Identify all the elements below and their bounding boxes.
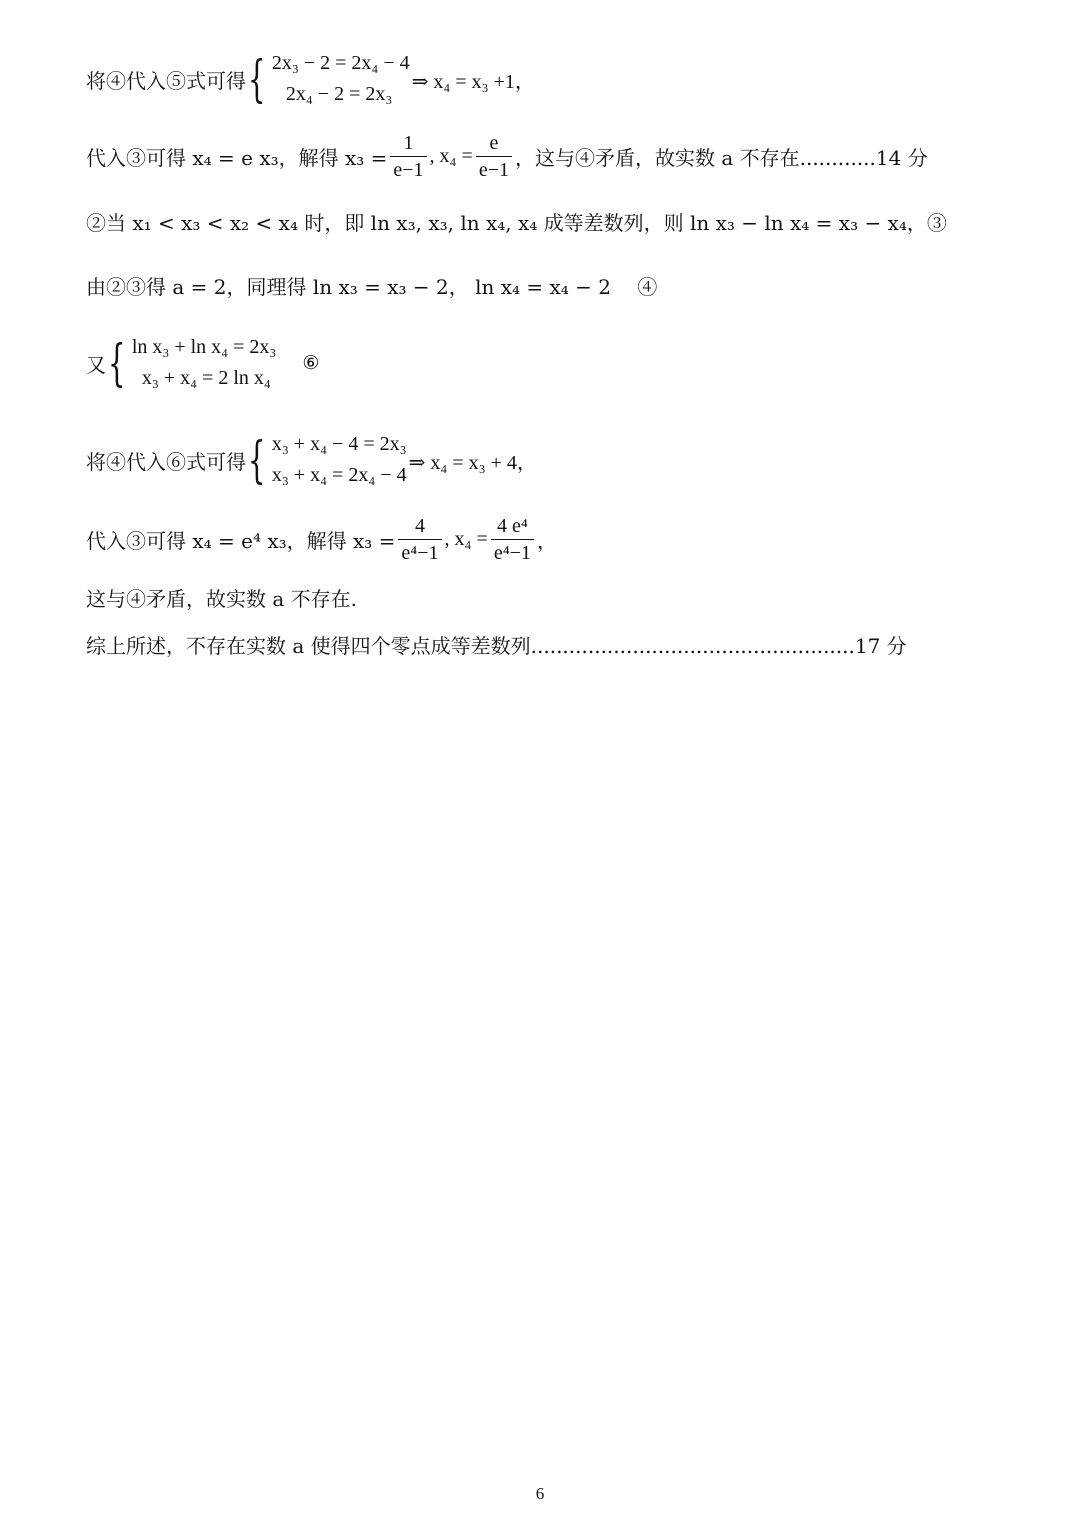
system-3-row-2: x₃ + x₄ = 2x₄ − 4 — [271, 464, 407, 486]
line-7-prefix: 代入③可得 x₄ = e⁴ x₃，解得 x₃ = — [86, 529, 396, 553]
equation-system-2 — [108, 332, 276, 394]
text-line-4 — [86, 271, 657, 300]
fraction-x3-second — [398, 514, 441, 565]
page-number: 6 — [535, 1484, 545, 1503]
line-7-mid: , x₄ = — [444, 528, 488, 550]
line-1-prefix: 将④代入⑤式可得 — [86, 68, 246, 93]
circled-number-6: ⑥ — [302, 352, 320, 374]
line-2-prefix: 代入③可得 x₄ = e x₃，解得 x₃ = — [86, 146, 388, 170]
equation-line-2 — [86, 131, 928, 182]
equation-line-6 — [86, 429, 537, 491]
fraction-x3-numerator: 1 — [403, 132, 414, 154]
system-2-row-2: x₃ + x₄ = 2 ln x₄ — [141, 367, 271, 389]
text-line-8 — [86, 583, 357, 612]
line-4-text: 由②③得 a = 2，同理得 ln x₃ = x₃ − 2， ln x₄ = x₄ − 2 ④ — [86, 275, 658, 299]
equation-system-3 — [248, 429, 407, 491]
system-3-row-1: x₃ + x₄ − 4 = 2x₃ — [271, 433, 407, 455]
text-line-3 — [86, 207, 947, 236]
fraction-x4-denominator: e−1 — [476, 156, 512, 182]
equation-line-1 — [86, 48, 535, 110]
equation-line-5 — [86, 332, 319, 394]
system-1-row-1: 2x₃ − 2 = 2x₄ − 4 — [271, 52, 410, 74]
fraction-x4-second — [491, 514, 534, 565]
equation-line-7 — [86, 514, 557, 565]
line-6-result: ⇒ x₄ = x₃ + 4， — [408, 451, 537, 474]
system-1-row-2: 2x₄ − 2 = 2x₃ — [285, 83, 393, 105]
line-3-text: ②当 x₁ < x₃ < x₂ < x₄ 时，即 ln x₃, x₃, ln x₄, x₄ 成等差数列，则 ln x₃ − ln x₄ = x₃ − x₄，③ — [86, 211, 947, 235]
line-7-suffix: ， — [536, 529, 557, 553]
line-2-mid: , x₄ = — [429, 145, 473, 167]
line-5-prefix: 又 — [86, 352, 106, 377]
fraction-x3 — [390, 131, 426, 182]
left-brace-icon: { — [248, 431, 266, 489]
fraction-x4-second-numerator: 4 e⁴ — [496, 515, 528, 537]
line-9-text: 综上所述，不存在实数 a 使得四个零点成等差数列...................................................17 分 — [86, 634, 907, 658]
fraction-x4-numerator: e — [489, 132, 499, 154]
fraction-x3-second-denominator: e⁴−1 — [398, 539, 441, 565]
fraction-x3-second-numerator: 4 — [414, 515, 425, 537]
system-2-row-1: ln x₃ + ln x₄ = 2x₃ — [131, 336, 277, 358]
line-8-text: 这与④矛盾，故实数 a 不存在. — [86, 587, 357, 611]
fraction-x3-denominator: e−1 — [390, 156, 426, 182]
fraction-x4 — [476, 131, 512, 182]
line-6-prefix: 将④代入⑥式可得 — [86, 449, 246, 474]
equation-system-1 — [248, 48, 410, 110]
left-brace-icon: { — [248, 50, 266, 108]
text-line-9 — [86, 630, 907, 659]
line-1-result: ⇒ x₄ = x₃ +1， — [411, 70, 535, 93]
line-2-suffix: ，这与④矛盾，故实数 a 不存在............14 分 — [514, 146, 928, 170]
fraction-x4-second-denominator: e⁴−1 — [491, 539, 534, 565]
left-brace-icon: { — [108, 334, 126, 392]
